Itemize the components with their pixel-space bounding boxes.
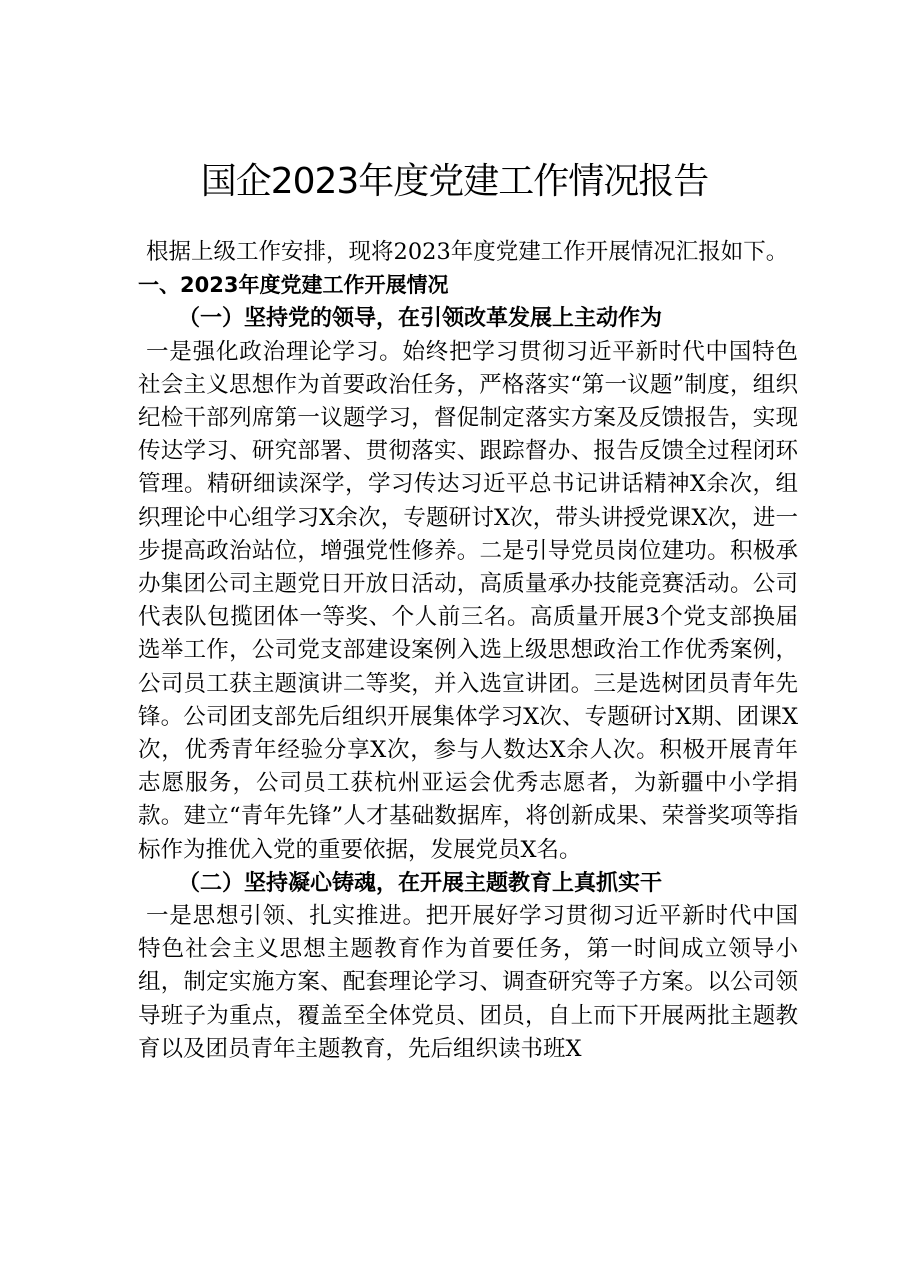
subsection-heading-1: （一）坚持党的领导，在引领改革发展上主动作为 [178,305,663,332]
document-body [138,236,798,1066]
intro-paragraph: 根据上级工作安排，现将2023年度党建工作开展情况汇报如下。 [146,239,789,265]
section-heading-1: 一、2023年度党建工作开展情况 [138,273,449,298]
subsection-2-paragraph: 一是思想引领、扎实推进。把开展好学习贯彻习近平新时代中国特色社会主义思想主题教育作为首要任务，第一时间成立领导小组，制定实施方案、配套理论学习、调查研究等子方案。以公司领导班子为重点，覆盖至全体党员、团员，自上而下开展两批主题教育以及团员青年主题教育，先后组织读书班X [138,903,798,1062]
document-title: 国企2023年度党建工作情况报告 [200,161,709,202]
subsection-1-paragraph: 一是强化政治理论学习。始终把学习贯彻习近平新时代中国特色社会主义思想作为首要政治任务，严格落实“第一议题”制度，组织纪检干部列席第一议题学习，督促制定落实方案及反馈报告，实现传达学习、研究部署、贯彻落实、跟踪督办、报告反馈全过程闭环管理。精研细读深学，学习传达习近平总书记讲话精神X余次，组织理论中心组学习X余次，专题研讨X次，带头讲授党课X次，进一步提高政治站位，增强党性修养。二是引导党员岗位建功。积极承办集团公司主题党日开放日活动，高质量承办技能竞赛活动。公司代表队包揽团体一等奖、个人前三名。高质量开展3个党支部换届选举工作，公司党支部建设案例入选上级思想政治工作优秀案例，公司员工获主题演讲二等奖，并入选宣讲团。三是选树团员青年先锋。公司团支部先后组织开展集体学习X次、专题研讨X期、团课X次，优秀青年经验分享X次，参与人数达X余人次。积极开展青年志愿服务，公司员工获杭州亚运会优秀志愿者，为新疆中小学捐款。建立“青年先锋”人才基础数据库，将创新成果、荣誉奖项等指标作为推优入党的重要依据，发展党员X名。 [138,338,798,863]
subsection-heading-2: （二）坚持凝心铸魂，在开展主题教育上真抓实干 [178,869,663,896]
